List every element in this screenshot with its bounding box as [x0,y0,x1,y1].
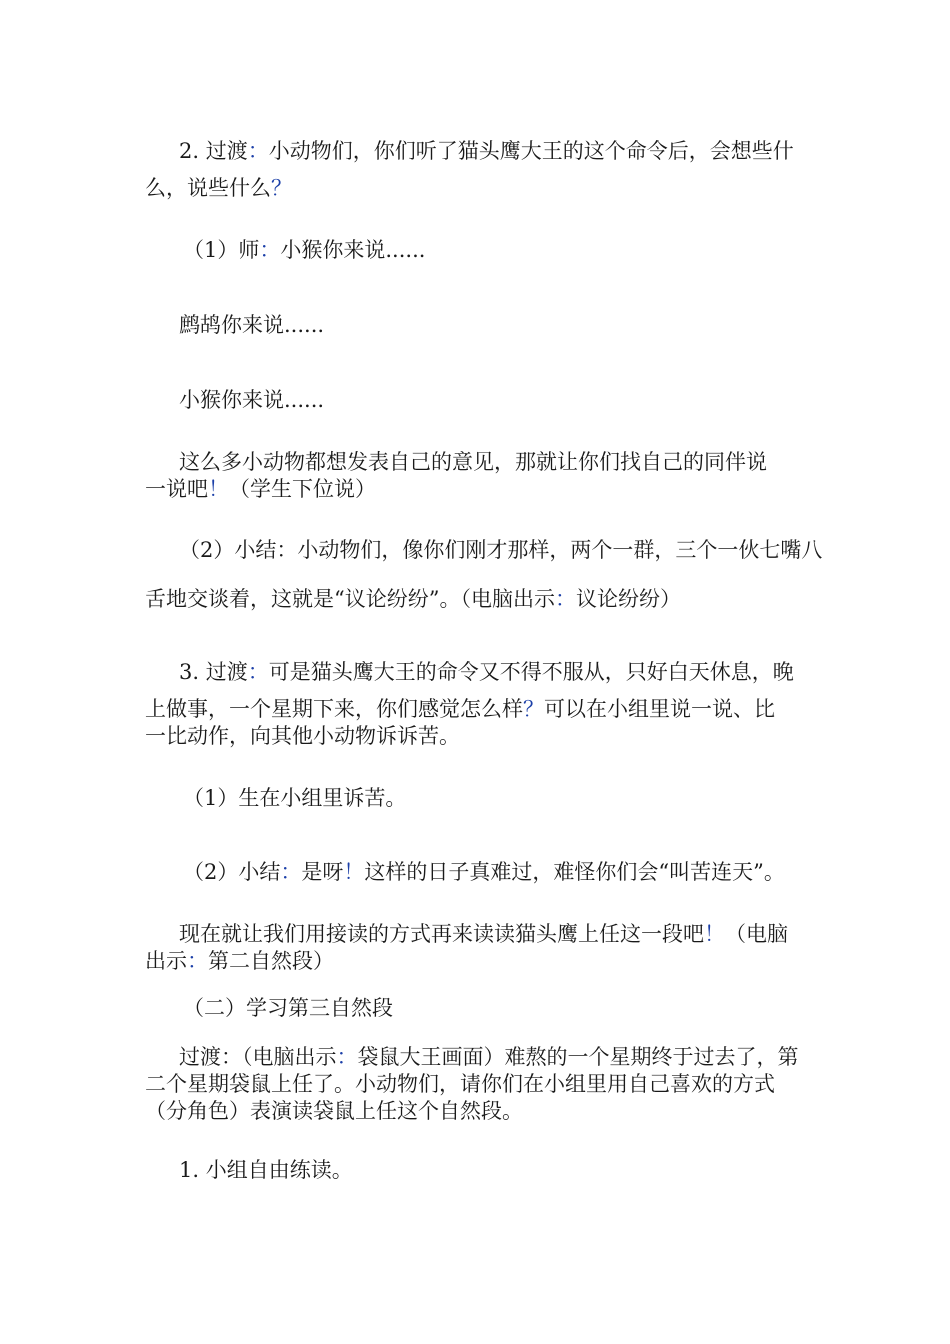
text-run: 过渡 [199,660,248,684]
text-run: 现在就让我们用接读的方式再来读读猫头鹰上任这一段吧 [179,922,704,946]
text-run: 小动物们，你们听了猫头鹰大王的这个命令后，会想些什 [268,139,794,163]
text-line [145,859,810,886]
section-heading-3 [145,995,810,1022]
text-run: 过渡：（电脑出示 [179,1045,337,1069]
text-run: 一说吧 [145,477,208,501]
paragraph-transition-3 [145,659,810,750]
colon-mark: ： [187,949,208,973]
text-run: 这样的日子真难过，难怪你们会“叫苦连天”。 [364,860,785,884]
question-mark: ？ [271,176,292,200]
paragraph-summary-1 [145,537,823,564]
text-line: 这么多小动物都想发表自己的意见，那就让你们找自己的同伴说 [179,450,767,474]
text-run: 过渡 [199,139,248,163]
item-number: 2. [179,139,200,163]
text-run: 上做事，一个星期下来，你们感觉怎么样 [145,697,523,721]
text-line [145,921,810,948]
text-line: （分角色）表演读袋鼠上任这个自然段。 [145,1099,523,1123]
text-line [145,175,810,202]
text-run: 第二自然段） [208,949,334,973]
text-run: 袋鼠大王画面）难熬的一个星期终于过去了，第 [357,1045,799,1069]
text-line [145,237,810,264]
paragraph-transition-2 [145,138,810,202]
colon-mark: ： [247,660,269,684]
exclamation-mark: ！ [208,477,229,501]
text-run: 小组自由练读。 [199,1158,353,1182]
paragraph-summary-1-cont [145,586,810,613]
text-line [145,948,810,975]
text-line [145,696,810,723]
text-line [145,138,810,165]
paragraph-complain [145,785,810,812]
paragraph-discussion [145,449,810,503]
text-line [145,476,810,503]
text-line: 二个星期袋鼠上任了。小动物们，请你们在小组里用自己喜欢的方式 [145,1072,775,1096]
text-line: （二）学习第三自然段 [183,996,393,1020]
paragraph-read-aloud [145,921,810,975]
text-run: 可以在小组里说一说、比 [544,697,775,721]
text-run: 可是猫头鹰大王的命令又不得不服从，只好白天休息，晚 [268,660,794,684]
text-run: 议论纷纷） [575,587,681,611]
paragraph-practice [145,1157,810,1184]
text-run: 是呀 [301,860,344,884]
exclamation-mark: ！ [343,860,365,884]
colon-mark: ： [259,238,281,262]
text-line: 鹧鸪你来说...... [179,313,325,337]
text-line [145,586,810,613]
text-run: 舌地交谈着，这就是“议论纷纷”。（电脑出示 [145,587,555,611]
text-line: 小猴你来说...... [179,388,325,412]
text-line [145,659,810,686]
colon-mark: ： [554,587,576,611]
text-run: （1）师 [183,238,260,262]
paragraph-summary-2 [145,859,810,886]
exclamation-mark: ！ [704,922,725,946]
text-run: 出示 [145,949,187,973]
text-line: 一比动作，向其他小动物诉诉苦。 [145,724,460,748]
paragraph-partridge [145,312,810,339]
text-line [145,1157,810,1184]
paragraph-teacher [145,237,810,264]
text-line: （1）生在小组里诉苦。 [183,786,407,810]
item-number: 1. [179,1158,200,1182]
item-number: 3. [179,660,200,684]
text-run: 么，说些什么 [145,176,271,200]
text-run: （电脑 [725,922,788,946]
text-run: （2）小结 [183,860,281,884]
text-run: （学生下位说） [229,477,376,501]
colon-mark: ： [247,139,269,163]
colon-mark: ： [336,1045,358,1069]
paragraph-kangaroo [145,1044,810,1125]
colon-mark: ： [280,860,302,884]
text-run: 小猴你来说...... [280,238,426,262]
text-line: （2）小结：小动物们，像你们刚才那样，两个一群，三个一伙七嘴八 [179,538,823,562]
text-line [145,1044,810,1071]
paragraph-monkey [145,387,810,414]
question-mark: ？ [523,697,544,721]
